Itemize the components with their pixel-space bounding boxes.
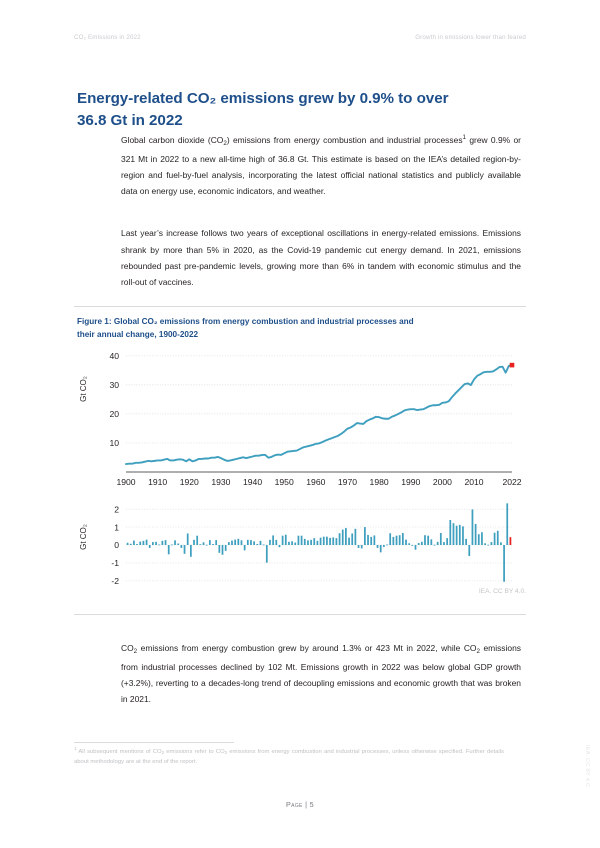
- bar-chart-bar: [437, 542, 439, 545]
- bar-chart-y-tick-label: 1: [114, 522, 119, 533]
- bar-chart-bar: [443, 542, 445, 545]
- bar-chart-bar: [342, 530, 344, 545]
- figure-1-charts: [74, 344, 526, 606]
- bar-chart-bar: [152, 542, 154, 545]
- line-chart-y-tick-label: 20: [109, 409, 119, 420]
- bar-chart-bar: [462, 526, 464, 545]
- bar-chart-bar: [174, 540, 176, 545]
- paragraph-breakdown: [121, 640, 521, 707]
- bar-chart-bar: [399, 535, 401, 545]
- bar-chart-bar: [288, 542, 290, 545]
- line-chart-x-tick-label: 1920: [179, 477, 199, 487]
- bar-chart-bar: [275, 540, 277, 545]
- bar-chart-bar: [260, 541, 262, 545]
- bar-chart: [79, 503, 512, 586]
- running-header: [74, 34, 526, 41]
- bar-chart-bar: [158, 545, 160, 546]
- bar-chart-bar: [339, 533, 341, 545]
- bar-chart-bar: [446, 538, 448, 545]
- bar-chart-bar: [367, 535, 369, 545]
- bar-chart-bar: [218, 545, 220, 553]
- bar-chart-bar: [215, 540, 217, 545]
- paragraph-oscillations: Last year’s increase follows two years of exceptional oscillations in energy-related emissions. Emissions shrank by more than 5% in 2020, as the Covid-19 pandemic cut energy demand. In 2021, emissions rebounded past pre-pandemic levels, growing more than 6% in tandem with economic stimulus and the roll-out of vaccines.: [121, 228, 521, 288]
- bar-chart-bar: [155, 542, 157, 545]
- paragraph-intro-part-b: ) emissions from energy combustion and industrial processes: [226, 135, 463, 146]
- bar-chart-bar: [263, 545, 265, 546]
- bar-chart-bar: [146, 540, 148, 545]
- bar-chart-bar: [361, 545, 363, 548]
- line-chart-series: [126, 365, 512, 464]
- line-chart-x-tick-label: 1980: [369, 477, 389, 487]
- bar-chart-bar: [228, 542, 230, 545]
- bar-chart-bar: [206, 545, 208, 546]
- figure-rule-top: [74, 306, 526, 307]
- bar-chart-bar: [481, 532, 483, 545]
- bar-chart-bar: [266, 545, 268, 563]
- bar-chart-bar: [168, 545, 170, 554]
- bar-chart-bar: [478, 534, 480, 545]
- line-chart-x-tick-label: 1940: [242, 477, 263, 487]
- subscript-two: 2: [476, 648, 480, 656]
- bar-chart-bar: [177, 544, 179, 545]
- bar-chart-bar: [355, 529, 357, 545]
- bar-chart-bar: [415, 545, 417, 550]
- bar-chart-bar: [320, 538, 322, 545]
- bar-chart-bar: [181, 545, 183, 548]
- bar-chart-bar: [247, 540, 249, 545]
- bar-chart-bar: [244, 545, 246, 550]
- bar-chart-bar: [468, 545, 470, 556]
- bar-chart-bar: [364, 527, 366, 545]
- bar-chart-y-tick-label: -1: [111, 558, 119, 569]
- bar-chart-bar: [440, 533, 442, 545]
- footnote-text: [74, 747, 504, 768]
- bar-chart-bar: [377, 545, 379, 548]
- page-title-line2: 36.8 Gt in 2022: [77, 111, 183, 129]
- bar-chart-bar: [304, 539, 306, 545]
- paragraph-intro: [121, 132, 521, 199]
- bar-chart-bar: [285, 535, 287, 545]
- bar-chart-bar: [459, 525, 461, 545]
- bar-chart-bar: [326, 537, 328, 545]
- line-chart-highlight-marker: [510, 363, 515, 368]
- bar-chart-bar: [139, 542, 141, 545]
- line-chart-x-tick-label: 2022: [502, 477, 522, 487]
- bar-chart-bar: [491, 542, 493, 545]
- bar-chart-bar: [133, 541, 135, 545]
- bar-chart-bar: [291, 541, 293, 545]
- line-chart-x-tick-label: 2010: [464, 477, 484, 487]
- bar-chart-bar: [503, 545, 505, 582]
- line-chart: [79, 351, 522, 487]
- bar-chart-bar: [456, 526, 458, 545]
- bar-chart-bar: [396, 536, 398, 545]
- bar-chart-bar: [484, 543, 486, 545]
- bar-chart-bar: [370, 537, 372, 545]
- bar-chart-bar: [453, 523, 455, 545]
- bar-chart-bar: [237, 539, 239, 545]
- paragraph-breakdown-part-a: CO: [121, 643, 134, 654]
- subscript-two: 2: [133, 648, 138, 656]
- page-title-line1: Energy-related CO₂ emissions grew by 0.9% to over: [77, 90, 449, 108]
- bar-chart-bar: [472, 509, 474, 545]
- bar-chart-bar: [380, 545, 382, 552]
- subscript-two: 2: [161, 750, 165, 756]
- bar-chart-bar: [332, 537, 334, 545]
- bar-chart-bar: [427, 536, 429, 545]
- footnote-marker: 1: [462, 134, 466, 142]
- bar-chart-bar: [345, 528, 347, 545]
- bar-chart-bar: [272, 535, 274, 545]
- bar-chart-bar: [386, 545, 388, 546]
- bar-chart-bar: [187, 533, 189, 545]
- bar-chart-bar: [279, 545, 281, 547]
- line-chart-y-tick-label: 30: [109, 380, 119, 391]
- bar-chart-bar: [127, 543, 129, 545]
- bar-chart-bar: [383, 545, 385, 547]
- subscript-two: 2: [223, 140, 227, 148]
- bar-chart-bar: [430, 539, 432, 545]
- bar-chart-bar: [351, 533, 353, 545]
- paragraph-intro-part-c: grew 0.9% or 321 Mt in 2022 to a new all-time high of 36.8 Gt. This estimate is based on the IEA’s detailed region-by-region and fuel-by-fuel analysis, incorporating the latest official national statistics and publicly available data on energy use, economic indicators, and weather.: [121, 135, 521, 197]
- footnote-rule: [74, 742, 234, 743]
- bar-chart-bar: [294, 543, 296, 545]
- footnote-part-b: emissions refer to CO: [164, 749, 225, 755]
- bar-chart-bar: [209, 540, 211, 545]
- bar-chart-bar: [269, 540, 271, 545]
- bar-chart-bar: [313, 538, 315, 545]
- bar-chart-bar: [424, 535, 426, 545]
- line-chart-y-axis-label: Gt CO₂: [79, 376, 88, 402]
- bar-chart-bar: [497, 531, 499, 545]
- bar-chart-bar: [421, 542, 423, 545]
- bar-chart-bar: [494, 533, 496, 545]
- bar-chart-bar: [162, 541, 164, 545]
- bar-chart-bar: [196, 536, 198, 545]
- bar-chart-bar: [323, 537, 325, 545]
- side-credit: IEA. CC BY 4.0.: [584, 745, 590, 789]
- bar-chart-bar: [307, 540, 309, 545]
- bar-chart-bar: [405, 540, 407, 545]
- bar-chart-bar: [408, 543, 410, 545]
- bar-chart-bar: [374, 535, 376, 545]
- bar-chart-bar: [358, 545, 360, 548]
- footnote-number: 1: [74, 746, 77, 752]
- bar-chart-y-axis-label: Gt CO₂: [79, 524, 88, 550]
- bar-chart-bar: [149, 545, 151, 548]
- bar-chart-bar: [487, 545, 489, 546]
- bar-chart-bar: [143, 541, 145, 545]
- running-header-right: Growth in emissions lower than feared: [415, 34, 526, 41]
- line-chart-y-tick-label: 10: [109, 438, 119, 449]
- paragraph-breakdown-part-b: emissions from energy combustion grew by around 1.3% or 423 Mt in 2022, while CO: [137, 643, 477, 654]
- bar-chart-bar: [301, 536, 303, 545]
- line-chart-x-tick-label: 1950: [274, 477, 294, 487]
- bar-chart-bar: [336, 538, 338, 545]
- bar-chart-bar: [465, 539, 467, 545]
- figure-caption-line2: their annual change, 1900-2022: [77, 330, 199, 340]
- figure-caption-line1: Figure 1: Global CO₂ emissions from energy combustion and industrial processes and: [77, 317, 414, 326]
- running-header-left: CO₂ Emissions in 2022: [74, 34, 141, 41]
- bar-chart-bar: [402, 533, 404, 545]
- line-chart-x-tick-label: 1990: [401, 477, 421, 487]
- bar-chart-bar: [449, 520, 451, 545]
- figure-1-svg: [74, 344, 526, 606]
- bar-chart-bar: [418, 543, 420, 545]
- bar-chart-bar: [253, 541, 255, 545]
- bar-chart-y-tick-label: 2: [114, 504, 119, 515]
- bar-chart-bar: [298, 536, 300, 545]
- bar-chart-bar: [184, 545, 186, 554]
- paragraph-breakdown-part-c: emissions from industrial processes declined by 102 Mt. Emissions growth in 2022 was below global GDP growth (+3.2%), reverting to a decades-long trend of decoupling emissions and economic growth that was broken in 2021.: [121, 643, 521, 705]
- subscript-two: 2: [224, 750, 228, 756]
- bar-chart-bar: [348, 538, 350, 545]
- bar-chart-bar: [310, 540, 312, 545]
- bar-chart-bar: [193, 540, 195, 545]
- bar-chart-bar: [241, 540, 243, 545]
- bar-chart-y-tick-label: 0: [114, 540, 119, 551]
- bar-chart-bar: [500, 542, 502, 545]
- line-chart-y-tick-label: 40: [109, 351, 119, 362]
- figure-rule-bottom: [74, 614, 526, 615]
- bar-chart-bar: [136, 544, 138, 545]
- bar-chart-bar: [282, 536, 284, 545]
- bar-chart-bar: [171, 545, 173, 546]
- bar-chart-bar: [317, 541, 319, 545]
- bar-chart-bar: [165, 540, 167, 545]
- footnote-part-c: emissions from energy combustion and industrial processes, unless otherwise specified. Further details about methodology are at the end of the report.: [74, 749, 504, 765]
- footnote-part-a: All subsequent mentions of CO: [76, 749, 162, 755]
- bar-chart-bar: [411, 545, 413, 546]
- bar-chart-bar: [434, 545, 436, 546]
- line-chart-x-tick-label: 1970: [337, 477, 358, 487]
- bar-chart-bar: [212, 544, 214, 545]
- figure-credit: IEA. CC BY 4.0.: [478, 588, 526, 595]
- bar-chart-bar: [389, 533, 391, 545]
- bar-chart-bar: [130, 544, 132, 545]
- bar-chart-bar: [203, 542, 205, 545]
- bar-chart-bar: [506, 503, 508, 545]
- bar-chart-bar: [392, 537, 394, 545]
- bar-chart-bar: [222, 545, 224, 555]
- bar-chart-y-tick-label: -2: [111, 576, 119, 587]
- bar-chart-highlight-bar: [510, 537, 512, 545]
- bar-chart-bar: [231, 541, 233, 545]
- bar-chart-bar: [329, 538, 331, 545]
- line-chart-x-tick-label: 1900: [116, 477, 136, 487]
- page-footer: Page | 5: [285, 800, 314, 809]
- bar-chart-bar: [225, 545, 227, 551]
- line-chart-x-tick-label: 1930: [211, 477, 231, 487]
- paragraph-intro-part-a: Global carbon dioxide (CO: [121, 135, 224, 146]
- line-chart-x-tick-label: 1910: [148, 477, 168, 487]
- bar-chart-bar: [190, 545, 192, 557]
- line-chart-x-tick-label: 2000: [432, 477, 452, 487]
- figure-caption: [77, 315, 527, 341]
- bar-chart-bar: [250, 540, 252, 545]
- bar-chart-bar: [256, 544, 258, 545]
- bar-chart-bar: [199, 544, 201, 545]
- bar-chart-bar: [475, 524, 477, 545]
- line-chart-x-tick-label: 1960: [306, 477, 326, 487]
- bar-chart-bar: [234, 540, 236, 545]
- page-title: [77, 88, 507, 131]
